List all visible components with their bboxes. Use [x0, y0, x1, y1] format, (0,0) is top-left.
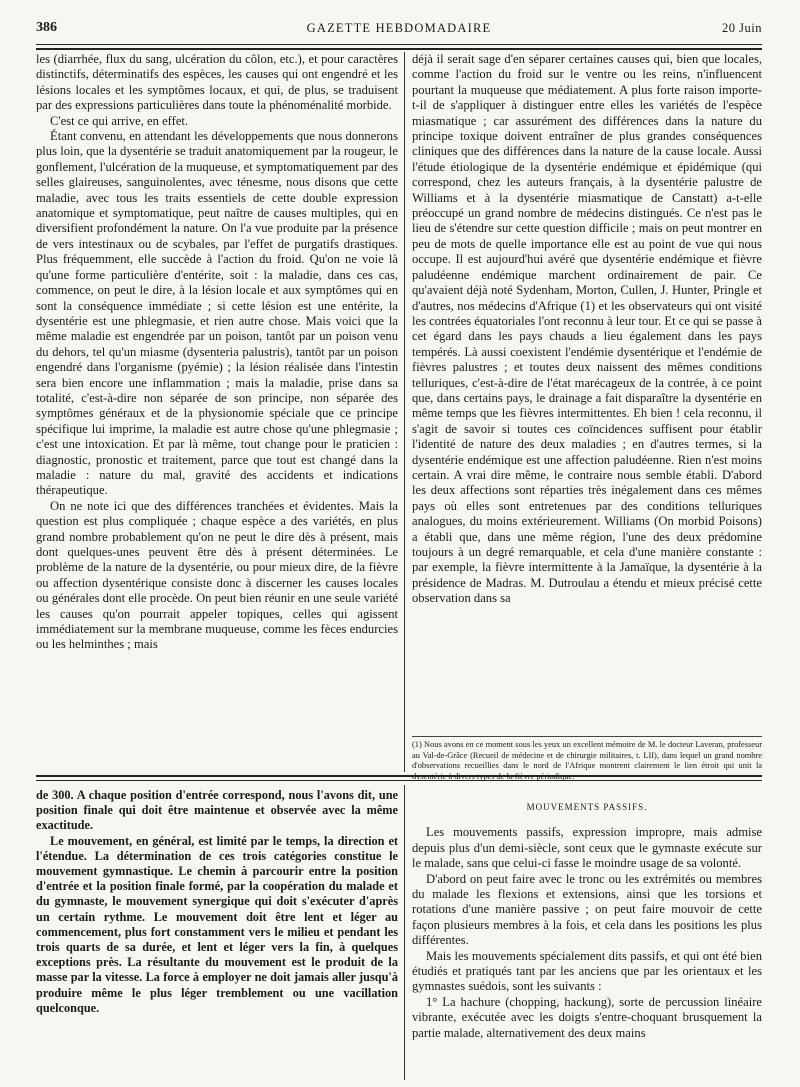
paragraph: On ne note ici que des différences tranchées et évidentes. Mais la question est plus compliquée ; chaque espèce a des variétés, en plus grand nombre probablement qu'on ne peut le dire dès à présent, mais dont quelques-unes peuvent être dès à présent déterminées. Le problème de la nature de la dysentérie, ou pour mieux dire, de la fièvre ou affection dysentérique consiste donc à discerner les causes locales ou générales dont elle procède. On peut bien réunir en une seule variété les causes qu'on pourrait appeler topiques, celles qui agissent immédiatement sur la membrane muqueuse, comme les fèces endurcies ou les helminthes ; mais: [36, 498, 398, 652]
page-number: 386: [36, 20, 57, 35]
bottom-right-column: [412, 800, 762, 1082]
top-right-column: [412, 52, 762, 742]
section-separator-rule-thin: [36, 780, 762, 781]
paragraph: de 300. A chaque position d'entrée correspond, nous l'avons dit, une position finale qui doit être maintenue et observée avec la même exactitude.: [36, 788, 398, 833]
paragraph: D'abord on peut faire avec le tronc ou les extrémités ou membres du malade les flexions et extensions, ainsi que les torsions et rotations d'une manière passive ; on peut faire mouvoir de cette façon plusieurs membres à la fois, et cela dans les positions les plus différentes.: [412, 871, 762, 948]
section-separator-rule: [36, 775, 762, 777]
page-header: [36, 20, 762, 42]
journal-title: GAZETTE HEBDOMADAIRE: [306, 21, 492, 35]
paragraph: Le mouvement, en général, est limité par le temps, la direction et l'étendue. La détermination de ces trois catégories constitue le mouvement gymnastique. Le chemin à parcourir entre la position d'entrée et la position finale formé, par la coopération du malade et du gymnaste, le mouvement synergique qui doit s'exécuter d'après un certain rythme. Le mouvement doit être lent et léger au commencement, plus fort constamment vers le milieu et pendant les trois quarts de sa durée, et lent et léger vers la fin, à quelques exceptions près. La résultante du mouvement est le produit de la masse par la vitesse. La force à employer ne doit jamais aller jusqu'à produire même le plus léger tremblement ou une vacillation quelconque.: [36, 833, 398, 1015]
top-left-column: [36, 52, 398, 770]
paragraph: 1° La hachure (chopping, hackung), sorte de percussion linéaire vibrante, exécutée avec les doigts s'entre-choquant brusquement la partie malade, alternativement des deux mains: [412, 994, 762, 1040]
footnote-rule: [412, 736, 762, 737]
header-double-rule: [36, 48, 762, 50]
paragraph: Les mouvements passifs, expression impropre, mais admise depuis plus d'un demi-siècle, sont ceux que le gymnaste exécute sur le malade, sans que celui-ci fasse le moindre usage de sa volonté.: [412, 825, 762, 871]
paragraph: déjà il serait sage d'en séparer certaines causes qui, bien que locales, comme l'action du froid sur le ventre ou les reins, n'influencent pourtant la muqueuse que médiatement. A plus forte raison importe-t-il de s'appliquer à distinguer entre elles les variétés de l'espèce miasmatique ; car assurément des différences dans la nature du principe toxique doivent entraîner de plus grandes conséquences cliniques que des différences dans la nature de la cause locale. Aussi l'étude étiologique de la dysentérie endémique et épidémique (qui correspond, chez les auteurs français, à la dysentérie palustre de Williams et à la dysentérie miasmatique de Canstatt) a-t-elle préoccupé un grand nombre de médecins distingués. Ce n'est pas le lieu de s'étendre sur cette question difficile ; mais on peut montrer en peu de mots de quelle importance elle est au point de vue qui nous occupe. Il est aujourd'hui avéré que dysentérie endémique et fièvre paludéenne endémique marchent ordinairement de pair. Ce qu'avaient déjà noté Sydenham, Morton, Cullen, J. Hunter, Pringle et d'autres, nos médecins d'Afrique (1) et les observateurs qui ont visité les contrées équatoriales l'ont reconnu à leur tour. Et ce qui se passe à cet égard dans les pays chauds a lieu également dans les pays tempérés. Là aussi coexistent l'endémie dysentérique et l'endémie de fièvres palustres ; et toutes deux naissent des mêmes conditions telluriques, c'est-à-dire de l'état marécageux de la contrée, à ce point que, dans certains pays, le drainage a fait disparaître la dysentérie en même temps que les fièvres intermittentes. Eh bien ! cela reconnu, il s'agit de savoir si toutes ces coïncidences suffisent pour établir l'identité de nature des deux maladies ; en d'autres termes, si la dysentérie endémique est une affection paludéenne. Rien n'est moins certain. A vrai dire même, le contraire nous semble établi. D'abord les deux affections sont réparties très inégalement dans ces mêmes pays où elles sont entretenues par des conditions telluriques analogues, du moins extérieurement. Williams (On morbid Poisons) a établi que, dans une même région, l'une des deux prédomine toujours à un degré remarquable, et cela d'une manière constante : par exemple, la fièvre intermittente à la Jamaïque, la dysentérie à la présidence de Madras. M. Dutroulau a étendu et mieux précisé cette observation dans sa: [412, 52, 762, 606]
footnote: (1) Nous avons en ce moment sous les yeux un excellent mémoire de M. le docteur Laveran, professeur au Val-de-Grâce (Recueil de médecine et de chirurgie militaires, t. LII), dans lequel un grand nombre d'observations recueillies dans le nord de l'Afrique montrent clairement le lien étroit qui unit la dysentérie à divers types de la fièvre périodique.: [412, 740, 762, 781]
paragraph: Étant convenu, en attendant les développements que nous donnerons plus loin, que la dysentérie se traduit anatomiquement par la rougeur, le gonflement, l'ulcération de la muqueuse, et symptomatiquement par des selles glaireuses, sanguinolentes, avec ténesme, nous disons que cette maladie, avec tous les traits essentiels de cette double expression anatomique et symptomatique, peut naître de causes multiples, qui en diversifient profondément la nature. On l'a vue produite par la présence de vers intestinaux ou de scybales, par l'effet de purgatifs drastiques. Plus fréquemment, elle succède à l'action du froid. Qu'on ne voie là qu'une forme particulière d'entérite, soit : la maladie, dans ces cas, commence, on peut le dire, à la lésion locale et aux symptômes qui en sont la conséquence immédiate ; si cette lésion est une entérite, la dysentérie est une phlegmasie, et rien autre chose. Mais voici que la même maladie est engendrée par un poison, tantôt par un poison venu du dehors, tel qu'un miasme (dysenteria palustris), tantôt par un poison engendré dans l'organisme (pyémie) ; la lésion réalisée dans l'intestin sera bien encore une inflammation ; mais la maladie, prise dans sa totalité, c'est-à-dire non séparée de son principe, non séparée des symptômes généraux et de la physionomie spéciale que ce principe spécifique lui imprime, la maladie est autre chose qu'une phlegmasie ; c'est une intoxication. Et par là même, tout change pour le praticien : diagnostic, pronostic et traitement, parce que tout est changé dans la maladie : nature du mal, gravité des accidents et indications thérapeutique.: [36, 129, 398, 498]
section-title: MOUVEMENTS PASSIFS.: [526, 802, 648, 812]
issue-date: 20 Juin: [722, 21, 762, 35]
column-divider: [404, 52, 405, 772]
paragraph: Mais les mouvements spécialement dits passifs, et qui ont été bien étudiés et pratiqués tant par les anciens que par les orientaux et les gymnastes suédois, sont les suivants :: [412, 948, 762, 994]
column-divider-bottom: [404, 785, 405, 1080]
paragraph: C'est ce qui arrive, en effet.: [50, 113, 189, 128]
header-rule: [36, 44, 762, 45]
bottom-left-column: [36, 788, 398, 1078]
paragraph: les (diarrhée, flux du sang, ulcération du côlon, etc.), et pour caractères distinctifs, déterminatifs des espèces, les causes qui ont engendré et les lésions locales et les symptômes locaux, et qui, de plus, se traduisent par des expressions particulières dans toute la phénoménalité morbide.: [36, 52, 398, 113]
